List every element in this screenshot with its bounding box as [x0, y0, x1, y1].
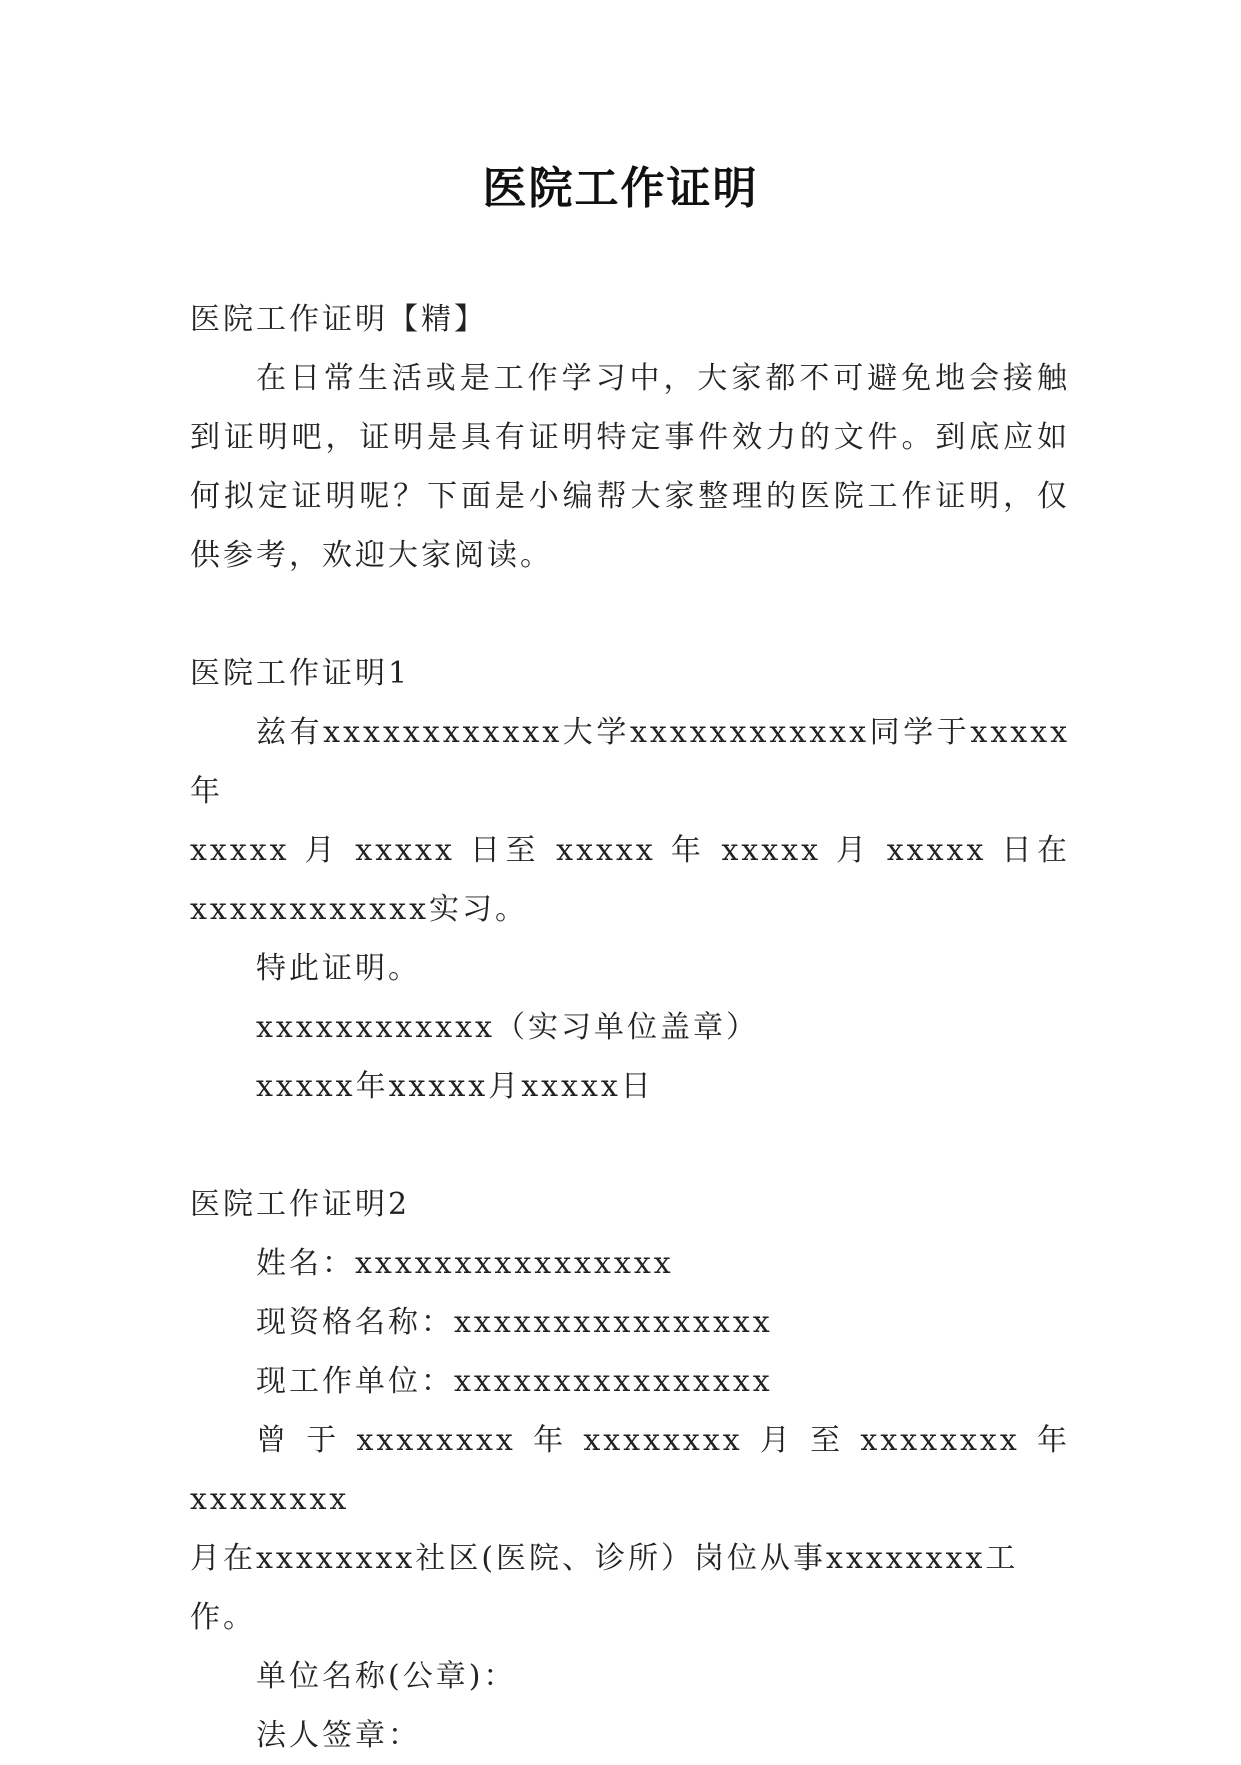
- section2-history-line-1: 曾于xxxxxxxx年xxxxxxxx月至xxxxxxxx年xxxxxxxx: [190, 1423, 1070, 1517]
- document-title: 医院工作证明: [482, 163, 759, 214]
- section1-seal: xxxxxxxxxxxx（实习单位盖章）: [256, 1010, 760, 1045]
- section2-name: 姓名：xxxxxxxxxxxxxxxx: [256, 1246, 674, 1281]
- section2-legal-sign: 法人签章：: [256, 1718, 421, 1753]
- section1-date: xxxxx年xxxxx月xxxxx日: [256, 1069, 654, 1104]
- section1-body-line-3: xxxxxxxxxxxx实习。: [190, 892, 529, 927]
- document-body: [190, 290, 1070, 1765]
- section1-body-line-1: 兹有xxxxxxxxxxxx大学xxxxxxxxxxxx同学于xxxxx年: [190, 715, 1070, 809]
- section2-history-line-2: 月在xxxxxxxx社区(医院、诊所）岗位从事xxxxxxxx工作。: [190, 1541, 1019, 1635]
- document-subtitle: 医院工作证明【精】: [190, 302, 487, 337]
- intro-line-3: 何拟定证明呢？下面是小编帮大家整理的医院工作证明，仅: [190, 479, 1070, 514]
- section-spacer: [190, 585, 1070, 644]
- section2-unit-seal: 单位名称(公章)：: [256, 1659, 517, 1694]
- section1-closing: 特此证明。: [256, 951, 421, 986]
- section2-heading: 医院工作证明2: [190, 1187, 411, 1222]
- intro-line-1: 在日常生活或是工作学习中，大家都不可避免地会接触: [256, 361, 1070, 396]
- section-spacer: [190, 1116, 1070, 1175]
- intro-line-2: 到证明吧，证明是具有证明特定事件效力的文件。到底应如: [190, 420, 1070, 455]
- section1-body-line-2: xxxxx 月 xxxxx 日至 xxxxx 年 xxxxx 月 xxxxx 日在: [190, 833, 1070, 868]
- intro-line-4: 供参考，欢迎大家阅读。: [190, 538, 553, 573]
- section1-heading: 医院工作证明1: [190, 656, 411, 691]
- section2-qualification: 现资格名称：xxxxxxxxxxxxxxxx: [256, 1305, 773, 1340]
- section2-workplace: 现工作单位：xxxxxxxxxxxxxxxx: [256, 1364, 773, 1399]
